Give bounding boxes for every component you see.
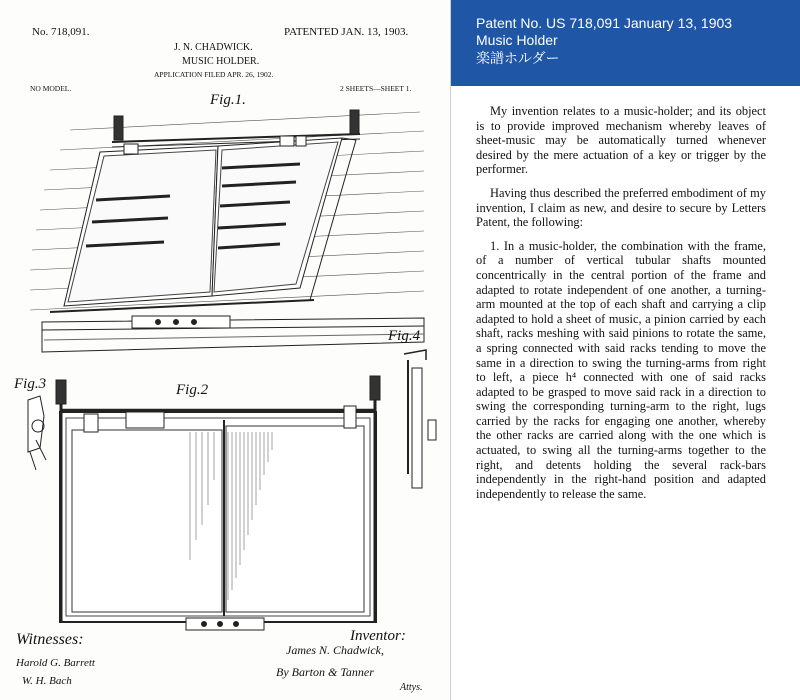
sheets-label: 2 SHEETS—SHEET 1. xyxy=(340,84,412,93)
fig4-label: Fig.4 xyxy=(388,328,421,344)
witness-2: W. H. Bach xyxy=(22,675,72,687)
attorney-signature: By Barton & Tanner xyxy=(276,665,374,679)
title-banner xyxy=(451,0,800,86)
patent-number: No. 718,091. xyxy=(32,26,90,38)
banner-japanese-title: 楽譜ホルダー xyxy=(476,50,560,66)
inventor-signature: James N. Chadwick, xyxy=(286,643,384,657)
paragraph-2: Having thus described the preferred embodiment of my invention, I claim as new, and desire to secure by Letters Patent, the following: xyxy=(476,185,766,230)
patented-date: PATENTED JAN. 13, 1903. xyxy=(284,26,409,38)
inventor-header: J. N. CHADWICK. xyxy=(174,42,253,53)
attys-label: Attys. xyxy=(400,682,423,693)
application-filed: APPLICATION FILED APR. 26, 1902. xyxy=(154,70,274,79)
claim-1: 1. In a music-holder, the combination with the frame, of a number of vertical tubular shafts mounted concentrically in the central portion of the frame and adapted to rotate independent of one another, a turning-arm mounted at the top of each shaft and carrying a clip adapted to hold a sheet of music, a pinion carried by each shaft, racks meshing with said pinions to rotate the same, a spring connected with said racks tending to move the same in a direction to swing the turning-arms from right to left, a piece h⁴ connected with one of said racks adapted to be grasped to move said rack in a direction to swing the corresponding turning-arm to the right, lugs carried by the racks for engaging one another, whereby the other racks are carried along with the one which is actuated, to swing all the turning-arms together to the right, and detents holding the several rack-bars independently in the right-hand position and adapted independently to release the same. xyxy=(476,238,766,501)
inventor-label: Inventor: xyxy=(350,628,406,644)
banner-title: Music Holder xyxy=(476,32,558,48)
fig3-label: Fig.3 xyxy=(14,376,47,392)
no-model: NO MODEL. xyxy=(30,84,72,93)
fig2-label: Fig.2 xyxy=(176,382,209,398)
paragraph-1: My invention relates to a music-holder; and its object is to provide improved mechanism whereby leaves of sheet-music may be automatically turned whenever desired by the mere actuation of a key or trigger by the performer. xyxy=(476,104,766,177)
witnesses-label: Witnesses: xyxy=(16,631,84,648)
info-panel xyxy=(451,0,800,700)
fig1-label: Fig.1. xyxy=(210,92,246,108)
banner-patent-line: Patent No. US 718,091 January 13, 1903 xyxy=(476,15,733,31)
title-header: MUSIC HOLDER. xyxy=(182,56,260,67)
patent-text xyxy=(476,104,766,501)
witness-1: Harold G. Barrett xyxy=(16,657,95,669)
